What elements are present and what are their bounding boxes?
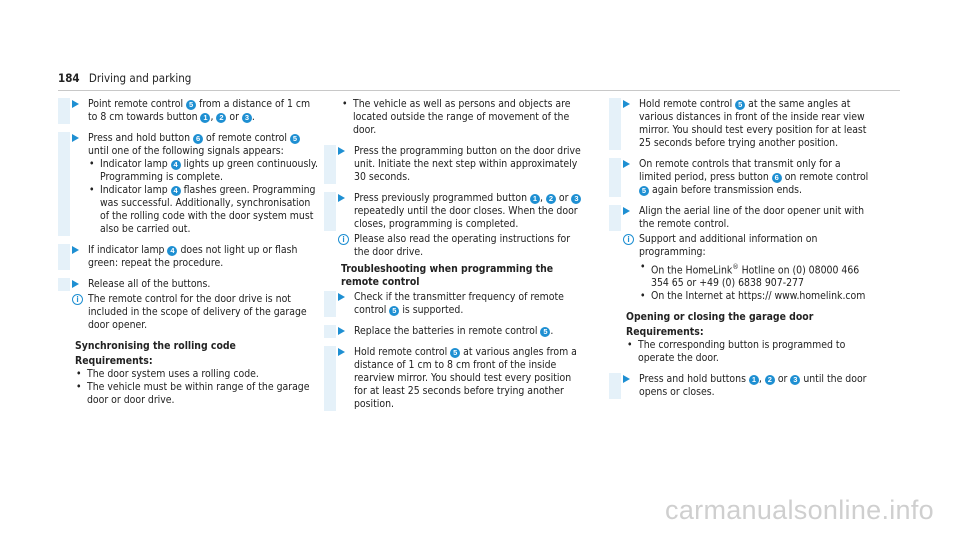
requirements-label: Requirements: — [75, 355, 153, 367]
list-item: • On the Internet at https:// www.homelink.com — [639, 290, 871, 303]
step-point-remote: Point remote control 5 from a distance of 1 cm to 8 cm towards button 1 , 2 or 3 . — [58, 98, 320, 124]
step-align-aerial: Align the aerial line of the door opener unit with the remote control. — [609, 205, 871, 231]
step-press-hold-buttons: Press and hold buttons 1 , 2 or 3 until the door opens or closes. — [609, 373, 871, 399]
badge-5: 5 — [186, 100, 196, 110]
badge-6: 6 — [772, 173, 782, 183]
note-operating-instructions: i Please also read the operating instructions for the door drive. — [324, 233, 586, 259]
badge-5: 5 — [290, 134, 300, 144]
step-arrow-icon — [338, 348, 345, 356]
badge-2: 2 — [765, 375, 775, 385]
step-arrow-icon — [623, 207, 630, 215]
badge-2: 2 — [546, 194, 556, 204]
note-scope-delivery: i The remote control for the door drive is not included in the scope of delivery of the garage door opener. — [58, 293, 320, 332]
step-arrow-icon — [623, 160, 630, 168]
badge-1: 1 — [749, 375, 759, 385]
step-indicator-not-lit: If indicator lamp 4 does not light up or flash green: repeat the procedure. — [58, 244, 320, 270]
badge-4: 4 — [171, 186, 181, 196]
info-icon: i — [72, 294, 83, 305]
info-icon: i — [623, 234, 634, 245]
badge-5: 5 — [735, 100, 745, 110]
step-arrow-icon — [338, 293, 345, 301]
page-header — [58, 72, 191, 85]
step-replace-batteries: Replace the batteries in remote control 5 . — [324, 325, 586, 338]
column-1 — [58, 98, 320, 415]
step-press-previous-button: Press previously programmed button 1 , 2 or 3 repeatedly until the door closes. When the door closes, programming is completed. — [324, 192, 586, 231]
requirement-continued — [324, 98, 586, 137]
watermark: carmanualsonline.info — [665, 495, 934, 525]
list-item: • On the HomeLink® Hotline on (0) 08000 466 354 65 or +49 (0) 6838 907-277 — [639, 261, 871, 290]
requirements-label: Requirements: — [626, 326, 704, 339]
requirements-list — [609, 339, 871, 365]
section-heading-troubleshooting: Troubleshooting when programming the remote control — [341, 263, 554, 288]
requirements-list — [58, 368, 320, 407]
list-item: • The corresponding button is programmed to operate the door. — [626, 339, 871, 365]
badge-2: 2 — [216, 113, 226, 123]
section-heading-garage: Opening or closing the garage door — [626, 311, 814, 324]
badge-3: 3 — [571, 194, 581, 204]
column-2 — [324, 98, 586, 419]
badge-5: 5 — [540, 327, 550, 337]
step-arrow-icon — [623, 375, 630, 383]
badge-3: 3 — [242, 113, 252, 123]
page-number: 184 — [58, 71, 80, 85]
list-item: • The vehicle must be within range of the garage door or door drive. — [75, 381, 320, 407]
list-item: • Indicator lamp 4 flashes green. Programming was successful. Additionally, synchronisation of the rolling code with the door system must also be carried out. — [88, 184, 320, 236]
step-hold-same-angles: Hold remote control 5 at the same angles at various distances in front of the inside rear view mirror. You should test every position for at least 25 seconds before trying another position. — [609, 98, 871, 150]
section-heading-sync: Synchronising the rolling code — [75, 340, 236, 352]
info-icon: i — [338, 234, 349, 245]
step-press-hold: Press and hold button 6 of remote control 5 until one of the following signals appears: • Indicator lamp 4 lights up green continuously. Programming is complete. • Indicator lamp 4 flashes green. Programming was successful. Additionally, synchronisation of the rolling code with the door system must also be carried out. — [58, 132, 320, 236]
note-support: i Support and additional information on programming: • On the HomeLink® Hotline on (0) 08000 466 354 65 or +49 (0) 6838 907-277 • On the Internet at https:// www.homelink.com — [609, 233, 871, 303]
step-arrow-icon — [338, 147, 345, 155]
badge-5: 5 — [450, 348, 460, 358]
step-hold-remote-angles: Hold remote control 5 at various angles from a distance of 1 cm to 8 cm front of the inside rearview mirror. You should test every position for at least 25 seconds before trying another position. — [324, 346, 586, 411]
step-limited-period: On remote controls that transmit only for a limited period, press button 6 on remote control 5 again before transmission ends. — [609, 158, 871, 197]
badge-5: 5 — [639, 186, 649, 196]
section-title: Driving and parking — [88, 71, 192, 85]
list-item: • The vehicle as well as persons and objects are located outside the range of movement of the door. — [341, 98, 586, 137]
list-item: • The door system uses a rolling code. — [75, 368, 320, 381]
step-arrow-icon — [72, 246, 79, 254]
badge-6: 6 — [193, 134, 203, 144]
step-arrow-icon — [72, 134, 79, 142]
badge-5: 5 — [389, 306, 399, 316]
badge-3: 3 — [790, 375, 800, 385]
badge-4: 4 — [171, 160, 181, 170]
step-arrow-icon — [623, 100, 630, 108]
badge-4: 4 — [167, 246, 177, 256]
column-3 — [609, 98, 871, 407]
step-press-programming-button: Press the programming button on the door drive unit. Initiate the next step within approximately 30 seconds. — [324, 145, 586, 184]
badge-1: 1 — [200, 113, 210, 123]
list-item: • Indicator lamp 4 lights up green continuously. Programming is complete. — [88, 158, 320, 184]
step-release-buttons: Release all of the buttons. — [58, 278, 320, 291]
step-arrow-icon — [338, 194, 345, 202]
step-arrow-icon — [72, 100, 79, 108]
step-arrow-icon — [338, 327, 345, 335]
badge-1: 1 — [530, 194, 540, 204]
step-check-frequency: Check if the transmitter frequency of remote control 5 is supported. — [324, 291, 586, 317]
header-divider — [58, 90, 900, 91]
step-arrow-icon — [72, 280, 79, 288]
